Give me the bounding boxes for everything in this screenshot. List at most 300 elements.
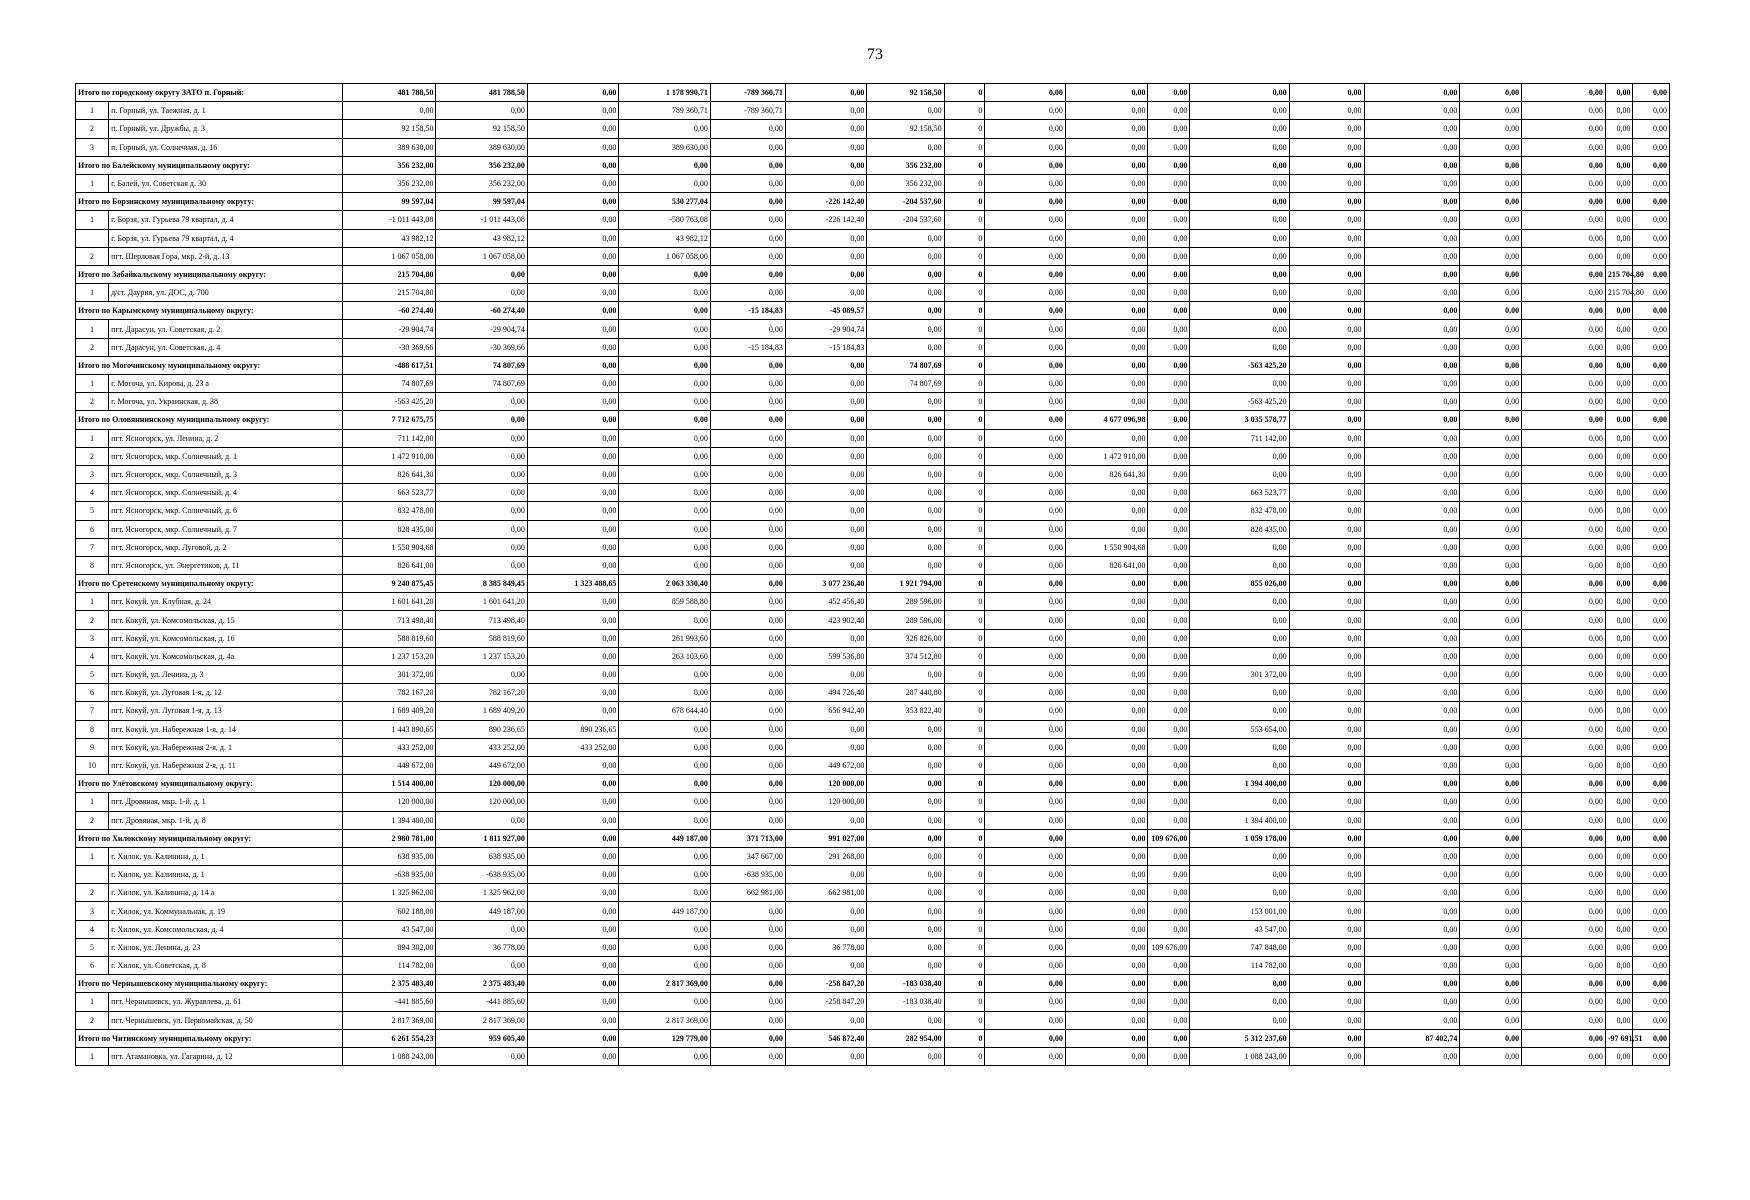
amount-cell: 356 232,00 <box>867 174 944 192</box>
address-cell: пгт. Чернышевск, ул. Первомайская, д. 50 <box>109 1011 343 1029</box>
table-row <box>76 847 1670 865</box>
amount-cell: 0,00 <box>710 993 785 1011</box>
amount-cell: 8 385 849,45 <box>436 575 527 593</box>
amount-cell: 0,00 <box>1364 265 1460 283</box>
amount-cell: 0,00 <box>1460 1011 1522 1029</box>
amount-cell: 0,00 <box>985 593 1065 611</box>
amount-cell: 0,00 <box>527 138 618 156</box>
amount-cell: 0,00 <box>1289 575 1364 593</box>
amount-cell: 0,00 <box>1065 229 1148 247</box>
amount-cell: 0,00 <box>1522 720 1606 738</box>
amount-cell: 0,00 <box>1633 211 1670 229</box>
amount-cell: 0,00 <box>785 156 867 174</box>
amount-cell: 0 <box>944 211 985 229</box>
amount-cell: 0,00 <box>1065 320 1148 338</box>
amount-cell: 0,00 <box>1289 920 1364 938</box>
amount-cell: -29 904,74 <box>342 320 436 338</box>
amount-cell: 0,00 <box>436 484 527 502</box>
amount-cell: 0,00 <box>1605 120 1633 138</box>
amount-cell: -60 274,40 <box>436 302 527 320</box>
amount-cell: 0,00 <box>985 575 1065 593</box>
amount-cell: 0,00 <box>1065 775 1148 793</box>
amount-cell: 0,00 <box>1148 538 1190 556</box>
amount-cell: 602 188,00 <box>342 902 436 920</box>
amount-cell: 0,00 <box>1633 502 1670 520</box>
amount-cell: 0,00 <box>527 829 618 847</box>
table-row <box>76 502 1670 520</box>
amount-cell: 114 782,00 <box>1190 957 1289 975</box>
amount-cell: 0,00 <box>1633 902 1670 920</box>
row-index: 7 <box>76 702 109 720</box>
amount-cell: 0,00 <box>1289 1047 1364 1065</box>
row-index: 2 <box>76 884 109 902</box>
row-index: 2 <box>76 447 109 465</box>
amount-cell: 0,00 <box>985 156 1065 174</box>
amount-cell: 0,00 <box>1148 211 1190 229</box>
address-cell: пгт. Кокуй, ул. Комсомольская, д. 16 <box>109 629 343 647</box>
amount-cell: 0,00 <box>1364 375 1460 393</box>
amount-cell: 0,00 <box>1148 484 1190 502</box>
amount-cell: 828 435,00 <box>342 520 436 538</box>
subtotal-label: Итого по Карымскому муниципальному округу: <box>76 302 343 320</box>
amount-cell: 0,00 <box>1148 411 1190 429</box>
amount-cell: 0,00 <box>1148 138 1190 156</box>
table-row <box>76 1047 1670 1065</box>
amount-cell: 0,00 <box>785 484 867 502</box>
amount-cell: 0,00 <box>1633 411 1670 429</box>
amount-cell: 0,00 <box>1633 775 1670 793</box>
amount-cell: 449 187,00 <box>619 829 710 847</box>
amount-cell: 0,00 <box>1605 847 1633 865</box>
amount-cell: 0,00 <box>1522 702 1606 720</box>
amount-cell: 0,00 <box>1633 174 1670 192</box>
amount-cell: 3 035 578,77 <box>1190 411 1289 429</box>
row-index: 3 <box>76 465 109 483</box>
amount-cell: 0,00 <box>1148 593 1190 611</box>
subtotal-label: Итого по Чернышевскому муниципальному округу: <box>76 975 343 993</box>
amount-cell: 0,00 <box>1633 338 1670 356</box>
amount-cell: 0,00 <box>1605 684 1633 702</box>
amount-cell: 0,00 <box>710 575 785 593</box>
amount-cell: 0,00 <box>1065 174 1148 192</box>
amount-cell: 0,00 <box>1065 520 1148 538</box>
amount-cell: 0,00 <box>1605 429 1633 447</box>
amount-cell: 0,00 <box>985 647 1065 665</box>
amount-cell: 663 523,77 <box>1190 484 1289 502</box>
amount-cell: 0 <box>944 538 985 556</box>
amount-cell: 0,00 <box>1289 484 1364 502</box>
amount-cell: 0 <box>944 611 985 629</box>
amount-cell: 0,00 <box>619 993 710 1011</box>
table-row <box>76 120 1670 138</box>
amount-cell: 287 440,80 <box>867 684 944 702</box>
amount-cell: 0,00 <box>619 611 710 629</box>
amount-cell: 0,00 <box>785 666 867 684</box>
address-cell: г. Могоча, ул. Кирова, д. 23 а <box>109 375 343 393</box>
amount-cell: 0,00 <box>436 102 527 120</box>
amount-cell: 0,00 <box>619 811 710 829</box>
amount-cell: 92 158,50 <box>867 84 944 102</box>
table-row <box>76 684 1670 702</box>
amount-cell: 1 323 488,65 <box>527 575 618 593</box>
amount-cell: 1 601 641,20 <box>436 593 527 611</box>
row-index: 1 <box>76 174 109 192</box>
address-cell: пгт. Кокуй, ул. Комсомольская, д. 4а <box>109 647 343 665</box>
amount-cell: 0,00 <box>1364 393 1460 411</box>
amount-cell: 0,00 <box>1148 356 1190 374</box>
amount-cell: 0,00 <box>1364 593 1460 611</box>
row-index: 2 <box>76 247 109 265</box>
amount-cell: 389 630,00 <box>342 138 436 156</box>
amount-cell: 0,00 <box>710 393 785 411</box>
amount-cell: 0,00 <box>1190 193 1289 211</box>
amount-cell: 0,00 <box>619 556 710 574</box>
amount-cell: 0,00 <box>710 902 785 920</box>
amount-cell: -563 425,20 <box>1190 356 1289 374</box>
amount-cell: 859 588,80 <box>619 593 710 611</box>
amount-cell: 2 817 369,00 <box>619 1011 710 1029</box>
amount-cell: 0,00 <box>710 193 785 211</box>
amount-cell: 0,00 <box>710 647 785 665</box>
address-cell: пгт. Ясногорск, мкр. Солнечный, д. 4 <box>109 484 343 502</box>
amount-cell: 0,00 <box>1460 538 1522 556</box>
amount-cell: 0,00 <box>710 229 785 247</box>
table-row <box>76 866 1670 884</box>
amount-cell: 1 811 927,00 <box>436 829 527 847</box>
amount-cell: 0,00 <box>527 975 618 993</box>
amount-cell: -15 184,83 <box>710 338 785 356</box>
amount-cell: 0 <box>944 302 985 320</box>
amount-cell: 0,00 <box>985 975 1065 993</box>
amount-cell: 1 514 400,00 <box>342 775 436 793</box>
amount-cell: 0,00 <box>1065 756 1148 774</box>
amount-cell: 0,00 <box>1633 102 1670 120</box>
amount-cell: 0,00 <box>527 120 618 138</box>
amount-cell: 0,00 <box>1522 411 1606 429</box>
amount-cell: 0 <box>944 702 985 720</box>
amount-cell: 0 <box>944 465 985 483</box>
amount-cell: 0,00 <box>1522 756 1606 774</box>
table-row <box>76 393 1670 411</box>
address-cell: пгт. Кокуй, ул. Набережная 2-я, д. 1 <box>109 738 343 756</box>
amount-cell: 0,00 <box>436 666 527 684</box>
address-cell: пгт. Чернышевск, ул. Журавлева, д. 61 <box>109 993 343 1011</box>
amount-cell: -1 011 443,08 <box>342 211 436 229</box>
amount-cell: 215 704,80 <box>342 265 436 283</box>
amount-cell: 0,00 <box>1605 465 1633 483</box>
amount-cell: 0,00 <box>1460 575 1522 593</box>
amount-cell: 0,00 <box>527 247 618 265</box>
amount-cell: 6 261 554,23 <box>342 1029 436 1047</box>
amount-cell: 0,00 <box>1065 284 1148 302</box>
amount-cell: 0,00 <box>1364 738 1460 756</box>
amount-cell: 0,00 <box>1190 138 1289 156</box>
amount-cell: 0,00 <box>619 447 710 465</box>
row-index: 2 <box>76 393 109 411</box>
page-number: 73 <box>867 46 883 63</box>
amount-cell: 0,00 <box>867 720 944 738</box>
amount-cell: 0,00 <box>1633 738 1670 756</box>
amount-cell: 0,00 <box>1065 265 1148 283</box>
amount-cell: 0,00 <box>785 447 867 465</box>
amount-cell: 371 713,00 <box>710 829 785 847</box>
amount-cell: 481 788,50 <box>342 84 436 102</box>
amount-cell: 0,00 <box>710 1011 785 1029</box>
amount-cell: 0 <box>944 720 985 738</box>
amount-cell: 0,00 <box>1605 647 1633 665</box>
amount-cell: 0,00 <box>1148 375 1190 393</box>
amount-cell: 0,00 <box>785 502 867 520</box>
amount-cell: 0,00 <box>867 447 944 465</box>
amount-cell: 0,00 <box>1148 611 1190 629</box>
amount-cell: 0,00 <box>710 265 785 283</box>
amount-cell: 0,00 <box>1148 702 1190 720</box>
amount-cell: 991 027,00 <box>785 829 867 847</box>
amount-cell: 0,00 <box>710 938 785 956</box>
table-row <box>76 247 1670 265</box>
subtotal-row <box>76 302 1670 320</box>
amount-cell: 0,00 <box>1148 775 1190 793</box>
amount-cell: 0,00 <box>619 502 710 520</box>
table-row <box>76 229 1670 247</box>
address-cell: пгт. Кокуй, ул. Луговая 1-я, д. 13 <box>109 702 343 720</box>
amount-cell: 0,00 <box>867 866 944 884</box>
table-row <box>76 738 1670 756</box>
amount-cell: 0 <box>944 793 985 811</box>
row-index: 5 <box>76 938 109 956</box>
amount-cell: 0,00 <box>1633 847 1670 865</box>
amount-cell: 0,00 <box>1460 666 1522 684</box>
amount-cell: 0,00 <box>1605 375 1633 393</box>
amount-cell: 3 077 236,40 <box>785 575 867 593</box>
amount-cell: 0,00 <box>527 393 618 411</box>
amount-cell: 0,00 <box>1289 902 1364 920</box>
amount-cell: 0,00 <box>1633 356 1670 374</box>
amount-cell: 0,00 <box>1065 902 1148 920</box>
amount-cell: 0,00 <box>867 847 944 865</box>
amount-cell: 2 817 369,00 <box>436 1011 527 1029</box>
subtotal-label: Итого по Оловяннинскому муниципальному округу: <box>76 411 343 429</box>
amount-cell: 588 819,60 <box>342 629 436 647</box>
amount-cell: 0,00 <box>785 866 867 884</box>
table-row <box>76 429 1670 447</box>
amount-cell: 0,00 <box>785 265 867 283</box>
amount-cell: 356 232,00 <box>342 174 436 192</box>
amount-cell: 0,00 <box>1364 702 1460 720</box>
amount-cell: 0,00 <box>867 738 944 756</box>
amount-cell: 0,00 <box>710 920 785 938</box>
amount-cell: 0,00 <box>1148 338 1190 356</box>
amount-cell: 0,00 <box>1289 356 1364 374</box>
amount-cell: 1 059 178,00 <box>1190 829 1289 847</box>
amount-cell: 74 807,69 <box>867 356 944 374</box>
amount-cell: 2 980 781,00 <box>342 829 436 847</box>
amount-cell: 0 <box>944 247 985 265</box>
amount-cell: 0,00 <box>710 1029 785 1047</box>
table-row <box>76 138 1670 156</box>
row-index: 2 <box>76 120 109 138</box>
amount-cell: 0,00 <box>619 320 710 338</box>
amount-cell: 0,00 <box>1148 975 1190 993</box>
amount-cell: 0,00 <box>1460 811 1522 829</box>
amount-cell: 215 704,80 <box>342 284 436 302</box>
amount-cell: 0,00 <box>1289 465 1364 483</box>
address-cell: пгт. Атамановка, ул. Гагарина, д. 12 <box>109 1047 343 1065</box>
amount-cell: 0,00 <box>785 902 867 920</box>
amount-cell: 0,00 <box>985 429 1065 447</box>
amount-cell: 0,00 <box>527 411 618 429</box>
table-row <box>76 702 1670 720</box>
amount-cell: 0,00 <box>1460 829 1522 847</box>
amount-cell: 0 <box>944 356 985 374</box>
amount-cell: 0,00 <box>1522 1047 1606 1065</box>
amount-cell: 0,00 <box>1460 265 1522 283</box>
amount-cell: 0,00 <box>619 920 710 938</box>
amount-cell: 74 807,69 <box>867 375 944 393</box>
amount-cell: 0,00 <box>1148 847 1190 865</box>
amount-cell: 0,00 <box>1522 156 1606 174</box>
subtotal-label: Итого по городскому округу ЗАТО п. Горный: <box>76 84 343 102</box>
amount-cell: 0,00 <box>527 866 618 884</box>
address-cell: г. Хилок, ул. Ленина, д. 23 <box>109 938 343 956</box>
amount-cell: 0,00 <box>527 920 618 938</box>
amount-cell: 0,00 <box>985 484 1065 502</box>
amount-cell: 0,00 <box>1190 629 1289 647</box>
amount-cell: 1 550 904,68 <box>1065 538 1148 556</box>
amount-cell: 0,00 <box>710 738 785 756</box>
address-cell: д/ст. Даурия, ул. ДОС, д. 700 <box>109 284 343 302</box>
amount-cell: 0,00 <box>1364 756 1460 774</box>
amount-cell: 389 630,00 <box>436 138 527 156</box>
amount-cell: 826 641,30 <box>1065 465 1148 483</box>
amount-cell: -789 360,71 <box>710 84 785 102</box>
amount-cell: 0,00 <box>527 611 618 629</box>
amount-cell: 0 <box>944 993 985 1011</box>
amount-cell: 0,00 <box>867 556 944 574</box>
amount-cell: 0,00 <box>1289 1011 1364 1029</box>
amount-cell: 0,00 <box>867 902 944 920</box>
amount-cell: 0,00 <box>1633 138 1670 156</box>
amount-cell: 588 819,60 <box>436 629 527 647</box>
address-cell: п. Горный, ул. Таежная, д. 1 <box>109 102 343 120</box>
amount-cell: 0,00 <box>985 338 1065 356</box>
amount-cell: 0,00 <box>527 1029 618 1047</box>
amount-cell: 0,00 <box>1148 265 1190 283</box>
amount-cell: 0,00 <box>1605 556 1633 574</box>
amount-cell: 0,00 <box>1364 193 1460 211</box>
amount-cell: 0 <box>944 847 985 865</box>
amount-cell: 0,00 <box>619 484 710 502</box>
amount-cell: 0,00 <box>1460 447 1522 465</box>
amount-cell: 0,00 <box>527 356 618 374</box>
amount-cell: 1 394 400,00 <box>1190 811 1289 829</box>
amount-cell: 638 935,00 <box>342 847 436 865</box>
subtotal-row <box>76 1029 1670 1047</box>
amount-cell: 0,00 <box>710 429 785 447</box>
amount-cell: 0,00 <box>1289 1029 1364 1047</box>
amount-cell: 0,00 <box>527 229 618 247</box>
amount-cell: 0 <box>944 775 985 793</box>
amount-cell: 0,00 <box>527 666 618 684</box>
amount-cell: 0,00 <box>1364 102 1460 120</box>
amount-cell: 0,00 <box>1065 1011 1148 1029</box>
address-cell: пгт. Дровяная, мкр. 1-й, д. 8 <box>109 811 343 829</box>
amount-cell: 0,00 <box>1148 247 1190 265</box>
amount-cell: 0,00 <box>1460 593 1522 611</box>
amount-cell: 0,00 <box>1460 556 1522 574</box>
amount-cell: 0,00 <box>1065 866 1148 884</box>
amount-cell: 0,00 <box>1460 338 1522 356</box>
amount-cell: 0,00 <box>785 538 867 556</box>
address-cell: г. Могоча, ул. Украинская, д. 38 <box>109 393 343 411</box>
amount-cell: 0,00 <box>1460 247 1522 265</box>
row-index: 1 <box>76 1047 109 1065</box>
amount-cell: 0,00 <box>1364 411 1460 429</box>
amount-cell: 0,00 <box>619 338 710 356</box>
amount-cell: 0,00 <box>1460 465 1522 483</box>
amount-cell: 711 142,00 <box>1190 429 1289 447</box>
amount-cell: 0,00 <box>619 884 710 902</box>
amount-cell: 0,00 <box>1065 684 1148 702</box>
amount-cell: 0,00 <box>1460 938 1522 956</box>
amount-cell: 0,00 <box>1460 156 1522 174</box>
amount-cell: 109 676,00 <box>1148 938 1190 956</box>
amount-cell: -183 038,40 <box>867 993 944 1011</box>
subtotal-label: Итого по Борзинскому муниципальному округу: <box>76 193 343 211</box>
amount-cell: 711 142,00 <box>342 429 436 447</box>
amount-cell: 0,00 <box>527 447 618 465</box>
amount-cell: 494 726,40 <box>785 684 867 702</box>
amount-cell: 0,00 <box>1065 811 1148 829</box>
address-cell: пгт. Кокуй, ул. Ленина, д. 3 <box>109 666 343 684</box>
amount-cell: 0,00 <box>1065 593 1148 611</box>
amount-cell: 0,00 <box>710 484 785 502</box>
amount-cell: 0,00 <box>1633 920 1670 938</box>
amount-cell: 389 630,00 <box>619 138 710 156</box>
amount-cell: 0,00 <box>1364 247 1460 265</box>
amount-cell: 0,00 <box>985 1047 1065 1065</box>
amount-cell: 0,00 <box>436 429 527 447</box>
amount-cell: -226 142,40 <box>785 193 867 211</box>
amount-cell: 0,00 <box>785 556 867 574</box>
amount-cell: 0,00 <box>1065 975 1148 993</box>
amount-cell: 0,00 <box>985 229 1065 247</box>
amount-cell: 0,00 <box>785 429 867 447</box>
amount-cell: 0,00 <box>785 738 867 756</box>
amount-cell: -204 537,60 <box>867 193 944 211</box>
amount-cell: 0,00 <box>1289 138 1364 156</box>
amount-cell: 0,00 <box>1364 847 1460 865</box>
amount-cell: 0,00 <box>1364 465 1460 483</box>
amount-cell: 0,00 <box>1190 756 1289 774</box>
amount-cell: 153 001,00 <box>1190 902 1289 920</box>
amount-cell: 0,00 <box>867 484 944 502</box>
amount-cell: 0,00 <box>1289 284 1364 302</box>
amount-cell: 0,00 <box>527 211 618 229</box>
amount-cell: 0,00 <box>1364 1011 1460 1029</box>
amount-cell: 0,00 <box>1148 575 1190 593</box>
amount-cell: 1 394 400,00 <box>1190 775 1289 793</box>
amount-cell: 894 302,00 <box>342 938 436 956</box>
address-cell: пгт. Кокуй, ул. Луговая 1-я, д. 12 <box>109 684 343 702</box>
amount-cell: 0,00 <box>710 720 785 738</box>
amount-cell: 0,00 <box>710 975 785 993</box>
amount-cell: 0,00 <box>1460 684 1522 702</box>
amount-cell: 0,00 <box>985 538 1065 556</box>
amount-cell: 0,00 <box>527 193 618 211</box>
amount-cell: 0,00 <box>1460 429 1522 447</box>
amount-cell: 0,00 <box>710 793 785 811</box>
